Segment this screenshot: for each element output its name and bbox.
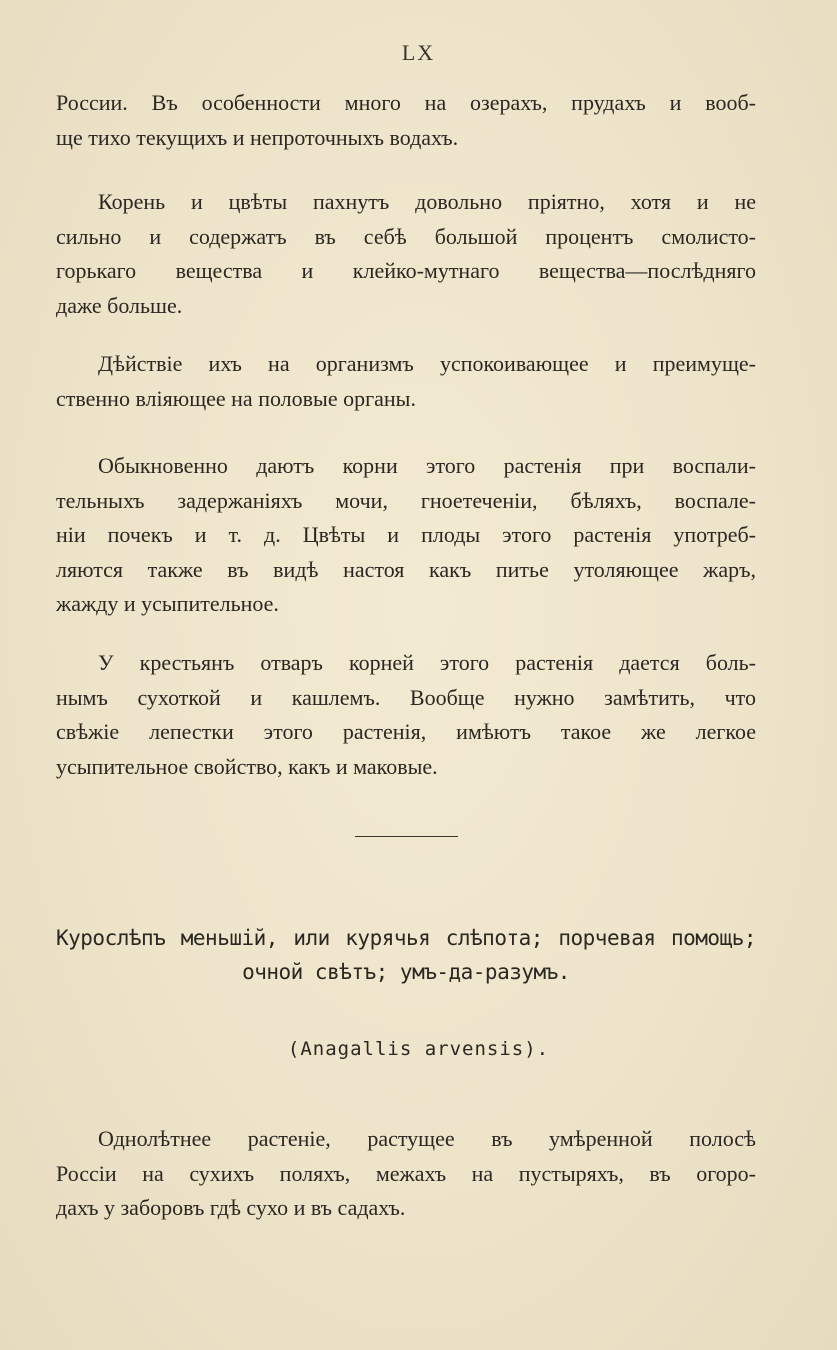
paragraph-3 xyxy=(56,347,756,416)
text-line: нымъ сухоткой и кашлемъ. Вообще нужно замѣтить, что xyxy=(56,684,756,710)
paragraph-5 xyxy=(56,646,756,784)
page-number: LX xyxy=(401,40,436,65)
paragraph-1 xyxy=(56,86,756,155)
text-line: усыпительное свойство, какъ и маковые. xyxy=(56,753,438,779)
text-line: дахъ у заборовъ гдѣ сухо и въ садахъ. xyxy=(56,1195,406,1220)
paragraph-6 xyxy=(56,1122,756,1226)
text-line: России. Въ особенности много на озерахъ, прудахъ и вооб- xyxy=(56,90,756,115)
text-line: сильно и содержатъ въ себѣ большой процентъ смолисто- xyxy=(56,223,756,249)
text-line: тельныхъ задержаніяхъ мочи, гноетеченіи, бѣляхъ, воспале- xyxy=(56,487,756,513)
latin-name: (Anagallis arvensis). xyxy=(287,1038,550,1060)
text-line: горькаго вещества и клейко-мутнаго вещества—послѣдняго xyxy=(56,258,756,283)
text-line: ніи почекъ и т. д. Цвѣты и плоды этого растенія употреб- xyxy=(56,522,756,547)
text-line: жажду и усыпительное. xyxy=(56,591,279,616)
paragraph-2 xyxy=(56,185,756,323)
text-line: Дѣйствіе ихъ на организмъ успокоивающее и преимуще- xyxy=(98,351,756,376)
text-line: Россіи на сухихъ поляхъ, межахъ на пустыряхъ, въ огоро- xyxy=(56,1160,756,1186)
plant-heading-line-2: очной свѣтъ; умъ-да-разумъ. xyxy=(242,960,570,984)
text-line: свѣжіе лепестки этого растенія, имѣютъ такое же легкое xyxy=(56,719,756,744)
text-line: ще тихо текущихъ и непроточныхъ водахъ. xyxy=(56,124,459,150)
text-line: ляются также въ видѣ настоя какъ питье утоляющее жаръ, xyxy=(56,556,756,582)
text-line: Корень и цвѣты пахнутъ довольно пріятно, хотя и не xyxy=(98,189,756,214)
section-divider xyxy=(355,836,458,837)
text-line: У крестьянъ отваръ корней этого растенія дается боль- xyxy=(98,650,756,675)
paragraph-4 xyxy=(56,449,756,622)
text-line: даже больше. xyxy=(56,292,183,318)
text-line: Обыкновенно даютъ корни этого растенія при воспали- xyxy=(98,453,756,478)
plant-heading-line-1: Курослѣпъ меньшій, или курячья слѣпота; порчевая помощь; xyxy=(56,926,756,950)
text-line: ственно вліяющее на половые органы. xyxy=(56,385,416,411)
text-line: Однолѣтнее растеніе, растущее въ умѣренной полосѣ xyxy=(98,1126,756,1151)
